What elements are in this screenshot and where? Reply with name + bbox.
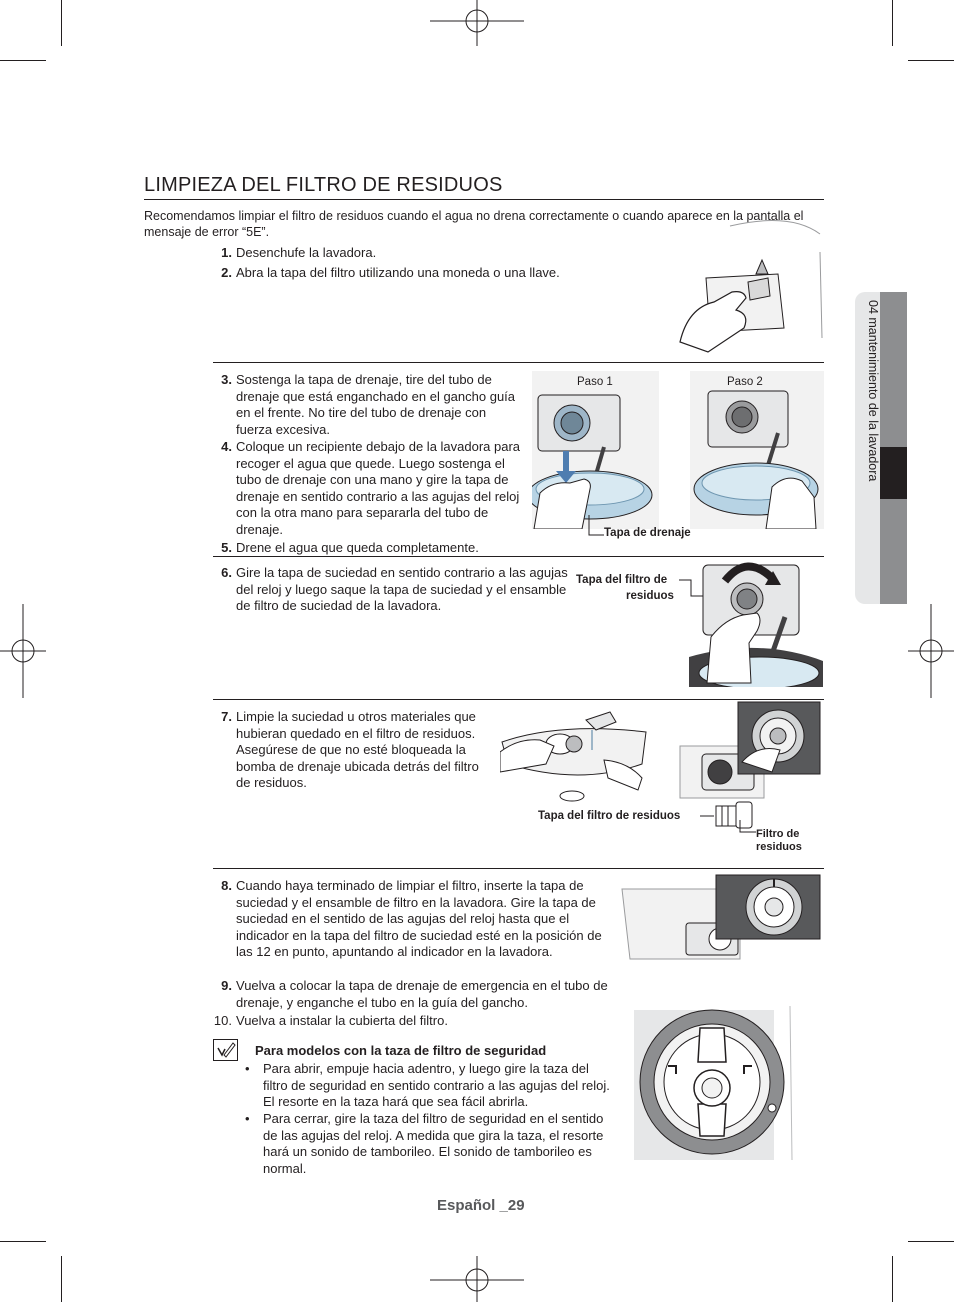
step-number: 6. xyxy=(221,565,232,580)
step-4 xyxy=(221,439,522,538)
step-text: Sostenga la tapa de drenaje, tire del tubo de drenaje que está enganchado en el gancho guía en el frente. No tire del tubo de drenaje con fuerza excesiva. xyxy=(236,372,516,437)
step-text: Gire la tapa de suciedad en sentido contrario a las agujas del reloj y luego saque la tapa de suciedad y el ensamble de filtro de suciedad de la lavadora. xyxy=(236,565,568,613)
title-rule xyxy=(144,199,824,200)
chapter-tab-marker xyxy=(880,447,907,499)
illustration-remove-filter xyxy=(689,557,823,687)
step-number: 2. xyxy=(221,265,232,280)
label-filtro-line2: residuos xyxy=(756,841,802,853)
step-number: 9. xyxy=(221,978,232,993)
illustration-reinsert-filter xyxy=(620,873,824,963)
step-text: Vuelva a instalar la cubierta del filtro. xyxy=(236,1013,448,1028)
section-divider xyxy=(213,362,824,363)
label-filtro-line1: Filtro de xyxy=(756,828,800,840)
step-text: Limpie la suciedad u otros materiales que hubieran quedado en el filtro de residuos. Asegúrese de que no esté bloqueada la bomba de drenaje ubicada detrás del filtro de residuos. xyxy=(236,709,479,790)
label-tapa-filtro-line2: residuos xyxy=(626,590,674,602)
registration-mark-icon xyxy=(0,604,46,698)
callout-line xyxy=(588,515,604,539)
crop-mark-icon xyxy=(61,0,62,46)
step-number: 3. xyxy=(221,372,232,387)
crop-mark-icon xyxy=(908,60,954,61)
step-text: Vuelva a colocar la tapa de drenaje de emergencia en el tubo de drenaje, y enganche el tubo en la guía del gancho. xyxy=(236,978,608,1010)
step-text: Drene el agua que queda completamente. xyxy=(236,540,479,555)
illustration-paso-2 xyxy=(690,371,824,529)
step-number: 7. xyxy=(221,709,232,724)
step-5 xyxy=(221,540,522,557)
label-tapa-filtro-line1: Tapa del filtro de xyxy=(576,574,668,586)
label-tapa-filtro-7: Tapa del filtro de residuos xyxy=(538,810,681,822)
step-6 xyxy=(221,565,570,615)
crop-mark-icon xyxy=(0,60,46,61)
crop-mark-icon xyxy=(892,1256,893,1302)
registration-mark-icon xyxy=(430,1256,524,1302)
crop-mark-icon xyxy=(908,1241,954,1242)
chapter-tab-label: 04 mantenimiento de la lavadora xyxy=(866,300,880,482)
step-10 xyxy=(213,1013,610,1030)
step-text: Desenchufe la lavadora. xyxy=(236,245,377,260)
step-number: 1. xyxy=(221,245,232,260)
illustration-pump-zoom xyxy=(672,700,824,806)
note-icon xyxy=(213,1039,238,1061)
step-text: Coloque un recipiente debajo de la lavadora para recoger el agua que quede. Luego sostenga el tubo de drenaje con una mano y gire la tapa de drenaje en sentido contrario a las agujas del reloj con la otra mano para separarla del tubo de drenaje. xyxy=(236,439,521,537)
label-tapa-de-drenaje: Tapa de drenaje xyxy=(604,527,691,539)
figure-label-paso-2: Paso 2 xyxy=(727,376,763,388)
note-bullet xyxy=(245,1061,613,1111)
step-7 xyxy=(221,709,496,792)
illustration-paso-1 xyxy=(532,371,659,529)
step-number: 5. xyxy=(221,540,232,555)
step-number: 10. xyxy=(213,1013,232,1028)
illustration-safety-filter xyxy=(634,1000,824,1162)
registration-mark-icon xyxy=(430,0,524,46)
step-text: Abra la tapa del filtro utilizando una moneda o una llave. xyxy=(236,265,560,280)
crop-mark-icon xyxy=(0,1241,46,1242)
step-8 xyxy=(221,878,610,961)
step-9 xyxy=(221,978,610,1011)
crop-mark-icon xyxy=(61,1256,62,1302)
note-bullet xyxy=(245,1111,613,1177)
bullet-dot: • xyxy=(245,1061,250,1076)
bullet-dot: • xyxy=(245,1111,250,1126)
bullet-text: Para abrir, empuje hacia adentro, y luego gire la taza del filtro de seguridad en sentido contrario a las agujas del reloj. El resorte en la taza hará que sea fácil abrirla. xyxy=(263,1061,610,1109)
step-3 xyxy=(221,372,522,438)
step-number: 4. xyxy=(221,439,232,454)
callout-line xyxy=(738,820,758,836)
figure-label-paso-1: Paso 1 xyxy=(577,376,613,388)
page-footer: Español _29 xyxy=(437,1197,525,1214)
bullet-text: Para cerrar, gire la taza del filtro de seguridad en el sentido de las agujas del reloj. A medida que gira la taza, el resorte hará un sonido de tamborileo. El sonido de tamborileo es normal. xyxy=(263,1111,604,1176)
step-number: 8. xyxy=(221,878,232,893)
illustration-open-cover xyxy=(670,212,826,358)
note-title: Para modelos con la taza de filtro de seguridad xyxy=(255,1043,547,1058)
page-title: LIMPIEZA DEL FILTRO DE RESIDUOS xyxy=(144,174,503,196)
registration-mark-icon xyxy=(908,604,954,698)
step-text: Cuando haya terminado de limpiar el filtro, inserte la tapa de suciedad y el ensamble de filtro en la lavadora. Gire la tapa de suciedad en el sentido de las agujas del reloj hasta que el indicador en la tapa del filtro de suciedad esté en la posición de las 12 en punto, apuntando al indicador en la lavadora. xyxy=(236,878,602,959)
section-divider xyxy=(213,868,824,869)
illustration-clean-filter xyxy=(500,708,650,806)
intro-paragraph: Recomendamos limpiar el filtro de residuos cuando el agua no drena correctamente o cuando aparece en la pantalla el mensaje de error “5E”. xyxy=(144,209,804,239)
crop-mark-icon xyxy=(892,0,893,46)
